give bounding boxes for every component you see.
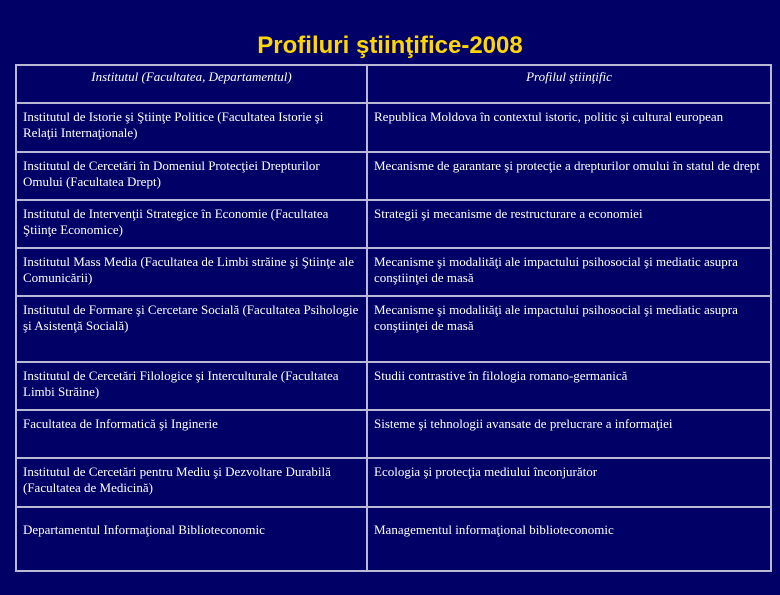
table-row bbox=[16, 458, 771, 507]
profile-cell: Ecologia şi protecţia mediului înconjurător bbox=[367, 458, 771, 507]
profile-cell: Sisteme şi tehnologii avansate de prelucrare a informaţiei bbox=[367, 410, 771, 458]
institute-cell: Institutul de Intervenţii Strategice în Economie (Facultatea Ştiinţe Economice) bbox=[16, 200, 367, 248]
table-row bbox=[16, 507, 771, 571]
profile-cell: Strategii şi mecanisme de restructurare a economiei bbox=[367, 200, 771, 248]
profile-cell: Republica Moldova în contextul istoric, politic şi cultural european bbox=[367, 103, 771, 152]
institute-cell: Institutul Mass Media (Facultatea de Limbi străine şi Ştiinţe ale Comunicării) bbox=[16, 248, 367, 296]
profile-cell: Mecanisme de garantare şi protecţie a drepturilor omului în statul de drept bbox=[367, 152, 771, 200]
table-row bbox=[16, 103, 771, 152]
profile-cell: Mecanisme şi modalităţi ale impactului psihosocial şi mediatic asupra conştiinţei de masă bbox=[367, 296, 771, 362]
institute-cell: Institutul de Cercetări pentru Mediu şi Dezvoltare Durabilă (Facultatea de Medicină) bbox=[16, 458, 367, 507]
table-row bbox=[16, 410, 771, 458]
profile-cell: Managementul informaţional biblioteconomic bbox=[367, 507, 771, 571]
profile-cell: Mecanisme şi modalităţi ale impactului psihosocial şi mediatic asupra conştiinţei de masă bbox=[367, 248, 771, 296]
table-row bbox=[16, 200, 771, 248]
table-row bbox=[16, 362, 771, 410]
profiles-table bbox=[15, 64, 772, 572]
table-row bbox=[16, 296, 771, 362]
institute-cell: Institutul de Cercetări Filologice şi Interculturale (Facultatea Limbi Străine) bbox=[16, 362, 367, 410]
header-institute: Institutul (Facultatea, Departamentul) bbox=[16, 65, 367, 103]
institute-cell: Institutul de Cercetări în Domeniul Protecţiei Drepturilor Omului (Facultatea Drept) bbox=[16, 152, 367, 200]
institute-cell: Departamentul Informaţional Biblioteconomic bbox=[16, 507, 367, 571]
table-row bbox=[16, 152, 771, 200]
profile-cell: Studii contrastive în filologia romano-germanică bbox=[367, 362, 771, 410]
institute-cell: Facultatea de Informatică şi Inginerie bbox=[16, 410, 367, 458]
table-row bbox=[16, 248, 771, 296]
header-profile: Profilul ştiinţific bbox=[367, 65, 771, 103]
page-title: Profiluri ştiinţifice-2008 bbox=[257, 32, 523, 59]
institute-cell: Institutul de Formare şi Cercetare Socială (Facultatea Psihologie şi Asistenţă Socială) bbox=[16, 296, 367, 362]
table-header-row bbox=[16, 65, 771, 103]
institute-cell: Institutul de Istorie şi Ştiinţe Politice (Facultatea Istorie şi Relaţii Internaţionale) bbox=[16, 103, 367, 152]
